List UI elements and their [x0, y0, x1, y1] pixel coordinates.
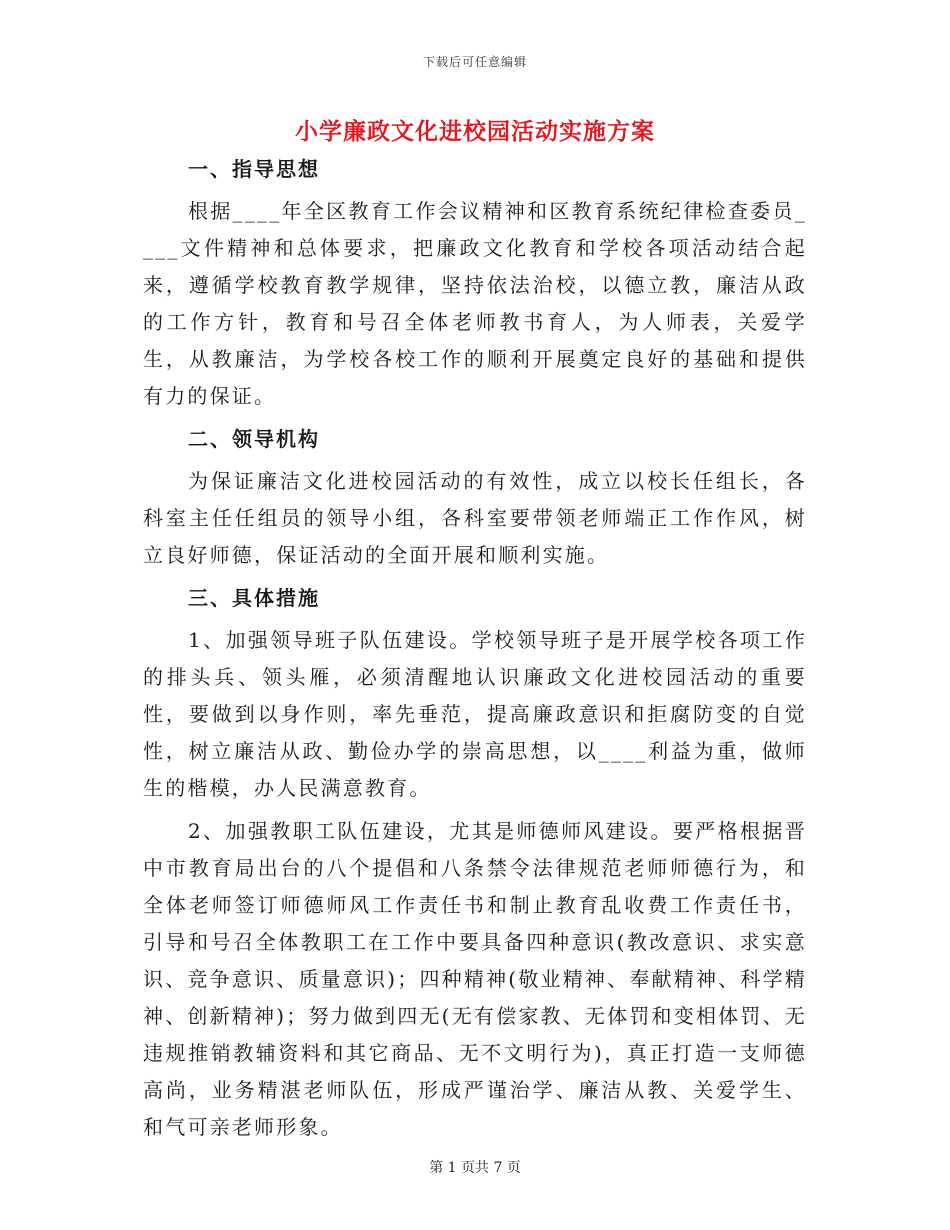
paragraph: 根据____年全区教育工作会议精神和区教育系统纪律检查委员____文件精神和总体要求，把廉政文化教育和学校各项活动结合起来，遵循学校教育教学规律，坚持依法治校，以德立教，廉洁从政的工作方针，教育和号召全体老师教书育人，为人师表，关爱学生，从教廉洁，为学校各校工作的顺利开展奠定良好的基础和提供有力的保证。: [143, 199, 807, 408]
header-note: 下载后可任意编辑: [422, 55, 527, 69]
section-leadership: [143, 421, 807, 574]
document-body: [143, 151, 807, 1152]
section-heading: 三、具体措施: [188, 586, 320, 610]
section-heading: 二、领导机构: [188, 427, 320, 451]
section-guiding-ideology: [143, 151, 807, 415]
section-measures: [143, 580, 807, 1146]
section-heading: 一、指导思想: [188, 157, 320, 181]
page-number-footer: 第 1 页共 7 页: [429, 1160, 521, 1176]
paragraph: 1、加强领导班子队伍建设。学校领导班子是开展学校各项工作的排头兵、领头雁，必须清醒地认识廉政文化进校园活动的重要性，要做到以身作则，率先垂范，提高廉政意识和拒腐防变的自觉性，树立廉洁从政、勤俭办学的崇高思想，以____利益为重，做师生的楷模，办人民满意教育。: [143, 628, 807, 800]
document-title: 小学廉政文化进校园活动实施方案: [295, 118, 655, 145]
paragraph: 为保证廉洁文化进校园活动的有效性，成立以校长任组长，各科室主任任组员的领导小组，各科室要带领老师端正工作作风，树立良好师德，保证活动的全面开展和顺利实施。: [143, 469, 807, 567]
paragraph: 2、加强教职工队伍建设，尤其是师德师风建设。要严格根据晋中市教育局出台的八个提倡和八条禁令法律规范老师师德行为，和全体老师签订师德师风工作责任书和制止教育乱收费工作责任书，引导和号召全体教职工在工作中要具备四种意识(教改意识、求实意识、竞争意识、质量意识)；四种精神(敬业精神、奉献精神、科学精神、创新精神)；努力做到四无(无有偿家教、无体罚和变相体罚、无违规推销教辅资料和其它商品、无不文明行为)，真正打造一支师德高尚，业务精湛老师队伍，形成严谨治学、廉洁从教、关爱学生、和气可亲老师形象。: [143, 819, 807, 1139]
